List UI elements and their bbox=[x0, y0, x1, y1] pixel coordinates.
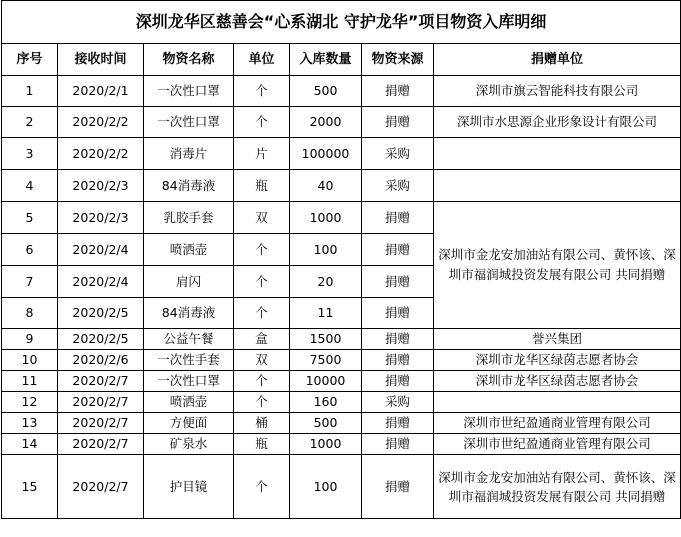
cell-qty: 100 bbox=[290, 455, 362, 519]
cell-no: 2 bbox=[2, 107, 58, 138]
cell-unit: 瓶 bbox=[234, 434, 290, 455]
cell-item: 一次性口罩 bbox=[144, 76, 234, 107]
cell-source: 捐赠 bbox=[362, 371, 434, 392]
cell-no: 3 bbox=[2, 138, 58, 170]
cell-source: 捐赠 bbox=[362, 266, 434, 298]
cell-unit: 个 bbox=[234, 298, 290, 329]
table-row bbox=[2, 455, 681, 519]
cell-unit: 双 bbox=[234, 202, 290, 234]
cell-unit: 个 bbox=[234, 371, 290, 392]
cell-item: 84消毒液 bbox=[144, 298, 234, 329]
cell-qty: 100 bbox=[290, 234, 362, 266]
table-row bbox=[2, 413, 681, 434]
cell-qty: 1500 bbox=[290, 329, 362, 350]
cell-qty: 500 bbox=[290, 76, 362, 107]
cell-no: 13 bbox=[2, 413, 58, 434]
cell-date: 2020/2/6 bbox=[58, 350, 144, 371]
table-title: 深圳龙华区慈善会“心系湖北 守护龙华”项目物资入库明细 bbox=[2, 1, 681, 44]
cell-donor-merged: 深圳市金龙安加油站有限公司、黄怀该、深圳市福润城投资发展有限公司 共同捐赠 bbox=[434, 202, 681, 329]
cell-donor bbox=[434, 138, 681, 170]
cell-donor: 深圳市旗云智能科技有限公司 bbox=[434, 76, 681, 107]
cell-no: 9 bbox=[2, 329, 58, 350]
cell-item: 喷洒壶 bbox=[144, 234, 234, 266]
cell-item: 护目镜 bbox=[144, 455, 234, 519]
cell-no: 6 bbox=[2, 234, 58, 266]
cell-no: 1 bbox=[2, 76, 58, 107]
cell-date: 2020/2/7 bbox=[58, 392, 144, 413]
cell-item: 矿泉水 bbox=[144, 434, 234, 455]
cell-date: 2020/2/3 bbox=[58, 170, 144, 202]
cell-donor bbox=[434, 170, 681, 202]
table-row bbox=[2, 138, 681, 170]
cell-no: 12 bbox=[2, 392, 58, 413]
cell-source: 捐赠 bbox=[362, 329, 434, 350]
cell-unit: 个 bbox=[234, 266, 290, 298]
cell-qty: 160 bbox=[290, 392, 362, 413]
cell-no: 10 bbox=[2, 350, 58, 371]
cell-unit: 个 bbox=[234, 107, 290, 138]
cell-no: 11 bbox=[2, 371, 58, 392]
cell-no: 8 bbox=[2, 298, 58, 329]
header-row bbox=[2, 44, 681, 76]
cell-date: 2020/2/7 bbox=[58, 413, 144, 434]
cell-source: 捐赠 bbox=[362, 413, 434, 434]
cell-date: 2020/2/5 bbox=[58, 298, 144, 329]
cell-qty: 1000 bbox=[290, 434, 362, 455]
cell-item: 84消毒液 bbox=[144, 170, 234, 202]
cell-date: 2020/2/7 bbox=[58, 434, 144, 455]
table-row bbox=[2, 107, 681, 138]
cell-date: 2020/2/2 bbox=[58, 107, 144, 138]
table-row bbox=[2, 170, 681, 202]
table-row bbox=[2, 202, 681, 234]
cell-qty: 7500 bbox=[290, 350, 362, 371]
cell-no: 7 bbox=[2, 266, 58, 298]
table-row bbox=[2, 434, 681, 455]
cell-source: 捐赠 bbox=[362, 234, 434, 266]
header-no: 序号 bbox=[2, 44, 58, 76]
cell-item: 一次性手套 bbox=[144, 350, 234, 371]
cell-unit: 个 bbox=[234, 76, 290, 107]
cell-date: 2020/2/7 bbox=[58, 455, 144, 519]
cell-source: 捐赠 bbox=[362, 76, 434, 107]
cell-unit: 瓶 bbox=[234, 170, 290, 202]
cell-qty: 10000 bbox=[290, 371, 362, 392]
cell-qty: 500 bbox=[290, 413, 362, 434]
table-row bbox=[2, 371, 681, 392]
cell-date: 2020/2/4 bbox=[58, 234, 144, 266]
cell-source: 捐赠 bbox=[362, 298, 434, 329]
cell-qty: 11 bbox=[290, 298, 362, 329]
table-row bbox=[2, 350, 681, 371]
header-item: 物资名称 bbox=[144, 44, 234, 76]
cell-date: 2020/2/4 bbox=[58, 266, 144, 298]
cell-source: 捐赠 bbox=[362, 455, 434, 519]
cell-donor: 深圳市龙华区绿茵志愿者协会 bbox=[434, 350, 681, 371]
cell-source: 捐赠 bbox=[362, 202, 434, 234]
cell-source: 捐赠 bbox=[362, 107, 434, 138]
cell-unit: 桶 bbox=[234, 413, 290, 434]
header-unit: 单位 bbox=[234, 44, 290, 76]
cell-item: 喷洒壶 bbox=[144, 392, 234, 413]
cell-qty: 2000 bbox=[290, 107, 362, 138]
header-donor: 捐赠单位 bbox=[434, 44, 681, 76]
table-row bbox=[2, 329, 681, 350]
cell-donor: 深圳市龙华区绿茵志愿者协会 bbox=[434, 371, 681, 392]
cell-date: 2020/2/3 bbox=[58, 202, 144, 234]
cell-date: 2020/2/5 bbox=[58, 329, 144, 350]
cell-qty: 40 bbox=[290, 170, 362, 202]
cell-item: 一次性口罩 bbox=[144, 107, 234, 138]
cell-source: 采购 bbox=[362, 170, 434, 202]
cell-source: 采购 bbox=[362, 392, 434, 413]
cell-item: 一次性口罩 bbox=[144, 371, 234, 392]
cell-item: 方便面 bbox=[144, 413, 234, 434]
table-row bbox=[2, 76, 681, 107]
cell-donor: 深圳市金龙安加油站有限公司、黄怀该、深圳市福润城投资发展有限公司 共同捐赠 bbox=[434, 455, 681, 519]
cell-date: 2020/2/2 bbox=[58, 138, 144, 170]
cell-item: 肩闪 bbox=[144, 266, 234, 298]
cell-donor: 深圳市水思源企业形象设计有限公司 bbox=[434, 107, 681, 138]
header-date: 接收时间 bbox=[58, 44, 144, 76]
cell-unit: 盒 bbox=[234, 329, 290, 350]
cell-unit: 个 bbox=[234, 455, 290, 519]
cell-no: 14 bbox=[2, 434, 58, 455]
cell-no: 5 bbox=[2, 202, 58, 234]
cell-unit: 双 bbox=[234, 350, 290, 371]
cell-unit: 片 bbox=[234, 138, 290, 170]
cell-qty: 100000 bbox=[290, 138, 362, 170]
cell-donor bbox=[434, 392, 681, 413]
cell-no: 4 bbox=[2, 170, 58, 202]
cell-item: 消毒片 bbox=[144, 138, 234, 170]
cell-date: 2020/2/7 bbox=[58, 371, 144, 392]
inventory-table bbox=[1, 0, 681, 519]
cell-donor: 誉兴集团 bbox=[434, 329, 681, 350]
cell-source: 采购 bbox=[362, 138, 434, 170]
cell-qty: 20 bbox=[290, 266, 362, 298]
cell-donor: 深圳市世纪盈通商业管理有限公司 bbox=[434, 413, 681, 434]
header-source: 物资来源 bbox=[362, 44, 434, 76]
header-qty: 入库数量 bbox=[290, 44, 362, 76]
cell-source: 捐赠 bbox=[362, 434, 434, 455]
cell-donor: 深圳市世纪盈通商业管理有限公司 bbox=[434, 434, 681, 455]
cell-date: 2020/2/1 bbox=[58, 76, 144, 107]
table-row bbox=[2, 392, 681, 413]
cell-qty: 1000 bbox=[290, 202, 362, 234]
cell-unit: 个 bbox=[234, 392, 290, 413]
cell-unit: 个 bbox=[234, 234, 290, 266]
cell-item: 乳胶手套 bbox=[144, 202, 234, 234]
cell-no: 15 bbox=[2, 455, 58, 519]
cell-item: 公益午餐 bbox=[144, 329, 234, 350]
cell-source: 捐赠 bbox=[362, 350, 434, 371]
